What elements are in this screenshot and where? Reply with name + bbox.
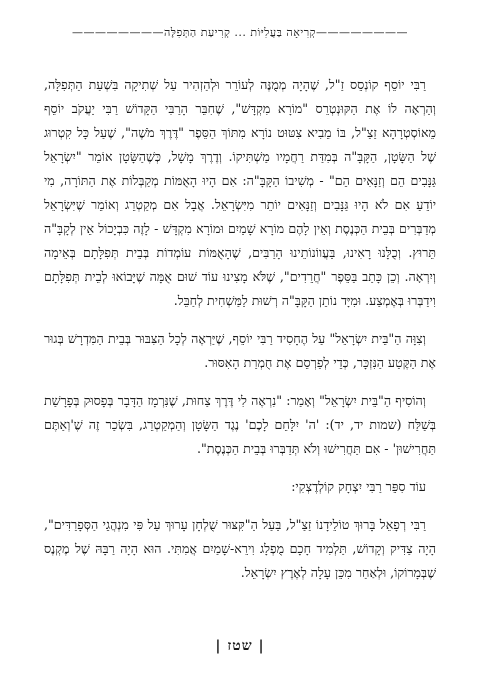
running-header: ————————קְרִיאָה בַּעֲלִיּוֹת ... קְרִיעַת הַתְּפִלָּה————————	[71, 26, 409, 39]
page-number: | שטז |	[215, 638, 265, 654]
paragraph-1: רַבִּי יוֹסֵף קוֹנְסֵס זַ"ל, שֶׁהָיָה מְמֻנֶּה לְעוֹרֵר וּלְהַזְהִיר עַל שְׁתִיקָה בִּשְׁעַת הַתְּפִלָּה, וְהַרְאָה לוֹ אֶת הַקּוּנְטְרֵס "מוֹרָא מִקְדָּשׁ", שֶׁחִבֵּר הָרַבִּי הַקָּדוֹשׁ רַבִּי יַעֲקֹב יוֹסֵף מֵאוֹסְטְרָהָא זַצַ"ל, בּוֹ מֵבִיא צִטּוּט נוֹרָא מִתּוֹךְ הַסֵּפֶר "דֶּרֶךְ מֹשֶׁה", שֶׁעַל כָּל קִטְרוּג שֶׁל הַשָּׂטָן, הַקָּבָּ"ה בְּמִדַּת רַחֲמָיו מַשְׁתִּיקוֹ. וְדֶרֶךְ מָשָׁל, כְּשֶׁהַשָּׂטָן אוֹמֵר "יִשְׂרָאֵל גַּנָּבִים הֵם וְזַנָּאִים הֵם" - מְשִׁיבוֹ הַקָּבָּ"ה: אִם הָיוּ הָאֻמּוֹת מְקַבְּלוֹת אֶת הַתּוֹרָה, מִי יוֹדֵעַ אִם לֹא הָיוּ גַּנָּבִים וְזַנָּאִים יוֹתֵר מִיִּשְׂרָאֵל. אֲבָל אִם מְקַטְרֵג וְאוֹמֵר שֶׁיִּשְׂרָאֵל מְדַבְּרִים בְּבֵית הַכְּנֶסֶת וְאֵין לָהֶם מוֹרָא שָׁמַיִם וּמוֹרָא מִקְדָּשׁ - לָזֶה כִּבְיָכוֹל אֵין לְקָבָּ"ה תֵּרוּץ. וְכֻלָּנוּ רָאִינוּ, בַּעֲווֹנוֹתֵינוּ הָרַבִּים, שֶׁהָאֻמּוֹת עוֹמְדוֹת בְּבֵית תְּפִלָּתָם בְּאֵימָה וְיִרְאָה. וְכֵן כָּתַב בַּסֵּפֶר "חֲרֵדִים", שֶׁלֹּא מָצִינוּ עוֹד שׁוּם אֻמָּה שֶׁיָּבוֹאוּ לְבֵית תְּפִלָּתָם וִידַבְּרוּ בְּאֶמְצַע. וּמִיָּד נוֹתֵן הַקָּבָּ"ה רְשׁוּת לַמַּשְׁחִית לְחַבֵּל.	[44, 77, 436, 308]
paragraph-2: וְצִוָּה הַ"בֵּית יִשְׂרָאֵל" עַל הֶחָסִיד רַבִּי יוֹסֵף, שֶׁיַּרְאֶה לְכָל הַצִּבּוּר בְּבֵית הַמִּדְרָשׁ בְּגוּר אֶת הַקֶּטַע הַנִּזְכָּר, כְּדֵי לְפַרְסֵם אֶת חֻמְרַת הָאִסּוּר.	[44, 331, 436, 370]
paragraph-3: וְהוֹסִיף הַ"בֵּית יִשְׂרָאֵל" וְאָמַר: "נִרְאֶה לִי דֶּרֶךְ צַחוּת, שֶׁנִּרְמָז הַדָּבָר בְּפָסוּק בְּפָרָשַׁת בְּשַׁלַּח (שמות יד, יד): 'ה' יִלָּחֵם לָכֶם' נֶגֶד הַשָּׂטָן וְהַמְקַטְרֵג, בִּשְׂכַר זֶה שֶׁ'וְאַתֶּם תַּחֲרִישׁוּן' - אִם תַּחֲרִישׁוּ וְלֹא תְּדַבְּרוּ בְּבֵית הַכְּנֶסֶת".	[44, 393, 436, 456]
paragraph-4: עוֹד סִפֵּר רַבִּי יִצְחָק קוֹלְדֶצְקִי:	[291, 479, 426, 494]
paragraph-5: רַבִּי רְפָאֵל בָּרוּךְ טוֹלֵידָנוֹ זַצַ"ל, בַּעַל הַ"קִּצּוּר שֻׁלְחָן עָרוּךְ עַל פִּי מִנְהֲגֵי הַסְּפָרַדִּים", הָיָה צַדִּיק וְקָדוֹשׁ, תַּלְמִיד חָכָם מֻפְלָג וִירֵא-שָׁמַיִם אֲמִתִּי. הוּא הָיָה רַבָּהּ שֶׁל מֶקְנֶס שֶׁבְּמָרוֹקוֹ, וּלְאַחַר מִכֵּן עָלָה לְאֶרֶץ יִשְׂרָאֵל.	[44, 517, 436, 580]
